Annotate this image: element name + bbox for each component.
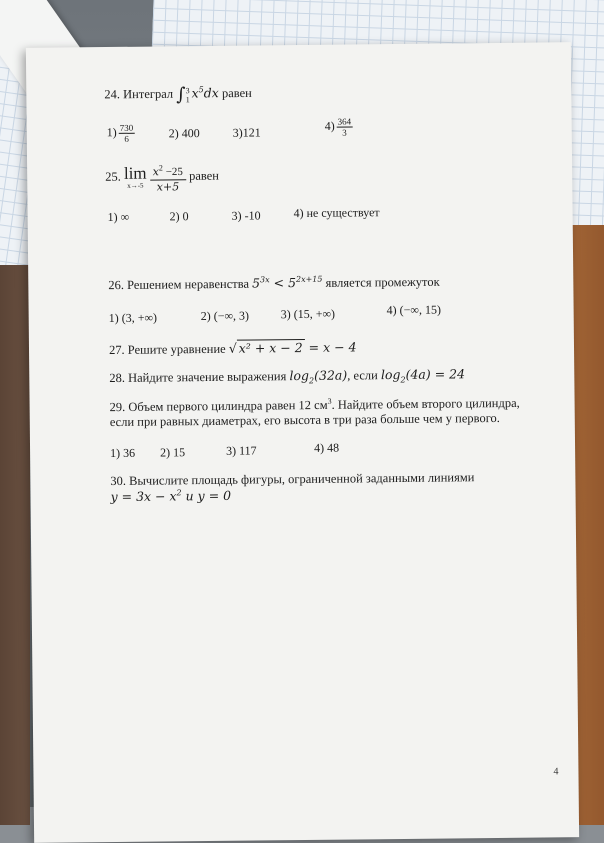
question-24: 24. Интеграл ∫ 3 1 $x^5dx$ равен: [104, 84, 252, 106]
exam-sheet: [26, 42, 579, 843]
limit-fraction: $\frac{x^2 -25}{x+5}$: [150, 161, 187, 193]
question-30-line-2: $y = 3x - x^2$ и y = 0: [110, 487, 232, 505]
q24-option-2: 2) 400: [168, 126, 200, 141]
q29-option-1: 1) 36: [110, 445, 136, 461]
question-28: 28. Найдите значение выражения $\log_2(32a)$, если $\log_2(4a) = 24$: [109, 366, 466, 386]
page-number: 4: [553, 766, 559, 778]
q29-option-2: 2) 15: [160, 445, 186, 460]
q24-option-4: 4) $\frac{364}{3}$: [324, 116, 352, 138]
question-29-line-2: если при равных диаметрах, его высота в три раза больше чем у первого.: [109, 410, 500, 430]
q25-option-1: 1) ∞: [107, 209, 130, 225]
question-26: 26. Решением неравенства $5^{3x} < 5^{2x+15}$ является промежуток: [108, 274, 440, 293]
limit-operator: lim x→-5: [123, 163, 147, 190]
q29-option-4: 4) 48: [313, 440, 340, 455]
q26-option-4: 4) (−∞, 15): [386, 302, 442, 318]
q24-option-1: 1) $\frac{730}{6}$: [106, 122, 134, 144]
integral-limits: 3 1: [185, 85, 190, 104]
q25-option-3: 3) -10: [231, 208, 261, 223]
integral-sign: ∫: [176, 84, 186, 106]
q26-option-2: 2) (−∞, 3): [200, 308, 250, 324]
question-29-line-1: 29. Объем первого цилиндра равен 12 $см^3$. Найдите объем второго цилиндра,: [109, 395, 520, 415]
q25-option-2: 2) 0: [169, 209, 189, 224]
q26-option-3: 3) (15, +∞): [280, 306, 336, 322]
q29-option-3: 3) 117: [226, 443, 257, 458]
q25-option-4: 4) не существует: [293, 205, 380, 221]
q24-option-3: 3)121: [232, 125, 261, 140]
q26-option-1: 1) (3, +∞): [108, 310, 158, 326]
question-24-text: 24. Интеграл: [104, 86, 174, 102]
question-30-line-1: 30. Вычислите площадь фигуры, ограниченной заданными линиями: [110, 470, 475, 489]
wood-surface-left: [0, 265, 30, 825]
question-27: 27. Решите уравнение √ x² + x − 2 = x − 4: [108, 339, 357, 358]
question-25: 25. lim x→-5 $\frac{x^2 -25}{x+5}$ равен: [105, 161, 219, 194]
